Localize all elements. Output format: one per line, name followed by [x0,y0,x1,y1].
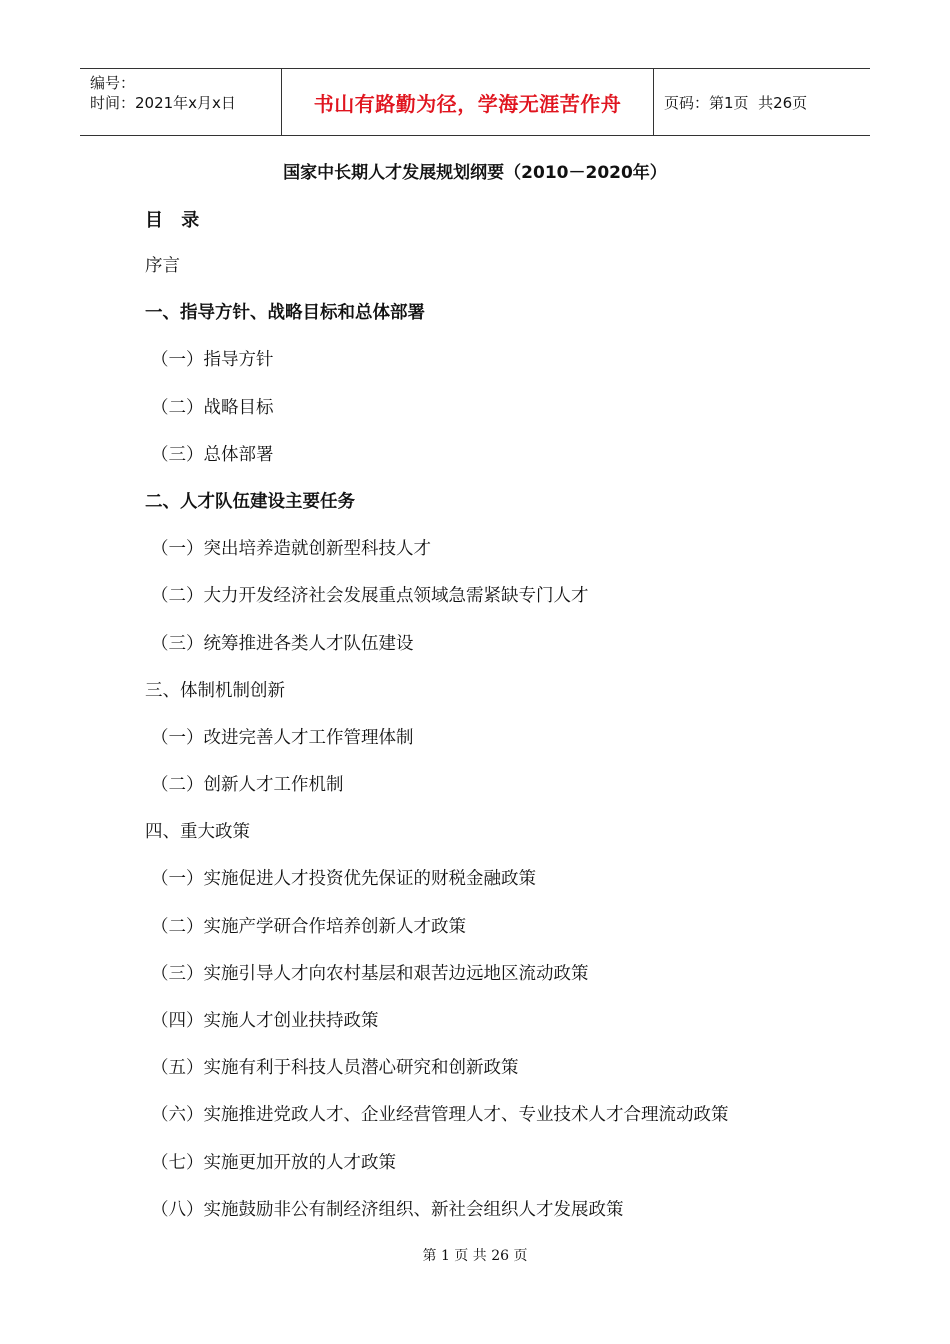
header-motto-cell [282,69,654,135]
toc-entry: 二、人才队伍建设主要任务 [145,491,355,512]
toc-entry: （三）总体部署 [151,444,274,465]
toc-entry: （八）实施鼓励非公有制经济组织、新社会组织人才发展政策 [151,1199,624,1220]
toc-entry: （三）实施引导人才向农村基层和艰苦边远地区流动政策 [151,963,589,984]
toc-entry: 三、体制机制创新 [145,680,285,701]
toc-entry: （四）实施人才创业扶持政策 [151,1011,379,1031]
toc-entry: （一）改进完善人才工作管理体制 [151,727,414,748]
page-footer: 第 1 页 共 26 页 [422,1248,528,1264]
toc-entry: （二）大力开发经济社会发展重点领域急需紧缺专门人才 [151,586,589,607]
document-time-label: 时间：2021年x月x日 [90,94,236,112]
header-page-cell [654,69,870,135]
toc-entry: （二）战略目标 [151,397,274,418]
toc-entry: （二）创新人才工作机制 [151,775,344,796]
header-page-info: 页码：第1页 共26页 [664,93,808,112]
header-motto: 书山有路勤为径，学海无涯苦作舟 [313,91,622,116]
header-meta-cell [80,69,282,135]
table-of-contents [145,251,865,1242]
document-title: 国家中长期人才发展规划纲要（2010－2020年） [283,163,667,183]
toc-entry: （一）实施促进人才投资优先保证的财税金融政策 [151,869,536,890]
toc-entry: （五）实施有利于科技人员潜心研究和创新政策 [151,1058,519,1079]
toc-entry: （二）实施产学研合作培养创新人才政策 [151,916,466,937]
toc-entry: 一、指导方针、战略目标和总体部署 [145,303,425,324]
document-number-label: 编号： [90,74,136,92]
toc-entry: （七）实施更加开放的人才政策 [151,1152,396,1173]
toc-entry: （一）指导方针 [151,350,274,371]
toc-entry: （三）统筹推进各类人才队伍建设 [151,633,414,654]
toc-heading: 目 录 [145,210,206,231]
toc-entry: （六）实施推进党政人才、企业经营管理人才、专业技术人才合理流动政策 [151,1105,729,1126]
toc-entry: （一）突出培养造就创新型科技人才 [151,539,431,560]
toc-entry: 序言 [145,256,180,276]
page-header [80,68,870,136]
toc-entry: 四、重大政策 [145,822,250,843]
